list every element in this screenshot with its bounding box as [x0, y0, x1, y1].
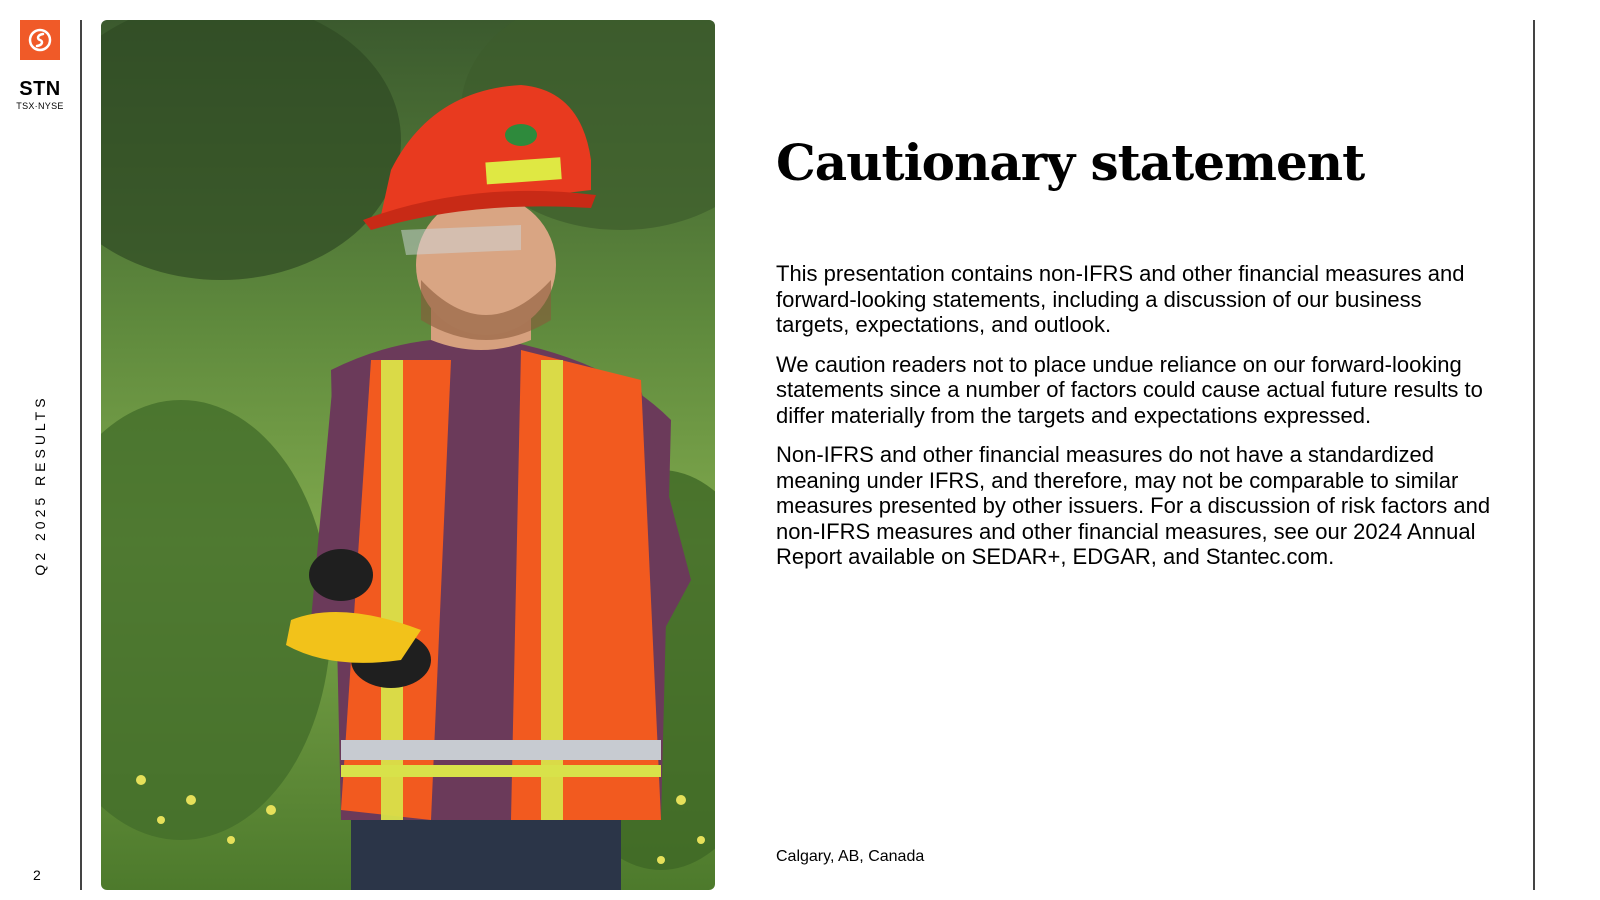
exchange-label: TSX·NYSE — [16, 101, 64, 111]
right-divider — [1533, 20, 1535, 890]
ticker-symbol: STN — [19, 78, 61, 100]
photo-location-caption: Calgary, AB, Canada — [776, 848, 925, 865]
paragraph-non-ifrs: Non-IFRS and other financial measures do not have a standardized meaning under IFRS, and therefore, may not be comparable to similar measures presented by other issuers. For a discussion of risk factors and non-IFRS measures and other financial measures, see our 2024 Annual Report available on SEDAR+, EDGAR, and Stantec.com. — [776, 442, 1491, 569]
worker-photo — [101, 20, 715, 890]
page-title: Cautionary statement — [776, 133, 1365, 192]
paragraph-caution: We caution readers not to place undue reliance on our forward-looking statements since a number of factors could cause actual future results to differ materially from the targets and expectations expressed. — [776, 351, 1483, 428]
stantec-logo-icon — [20, 20, 60, 60]
left-divider — [80, 20, 82, 890]
cautionary-body — [776, 261, 1496, 584]
page-number: 2 — [33, 867, 41, 883]
sidebar — [0, 0, 80, 900]
section-label: Q2 2025 RESULTS — [32, 394, 48, 576]
paragraph-intro: This presentation contains non-IFRS and other financial measures and forward-looking statements, including a discussion of our business targets, expectations, and outlook. — [776, 261, 1465, 337]
